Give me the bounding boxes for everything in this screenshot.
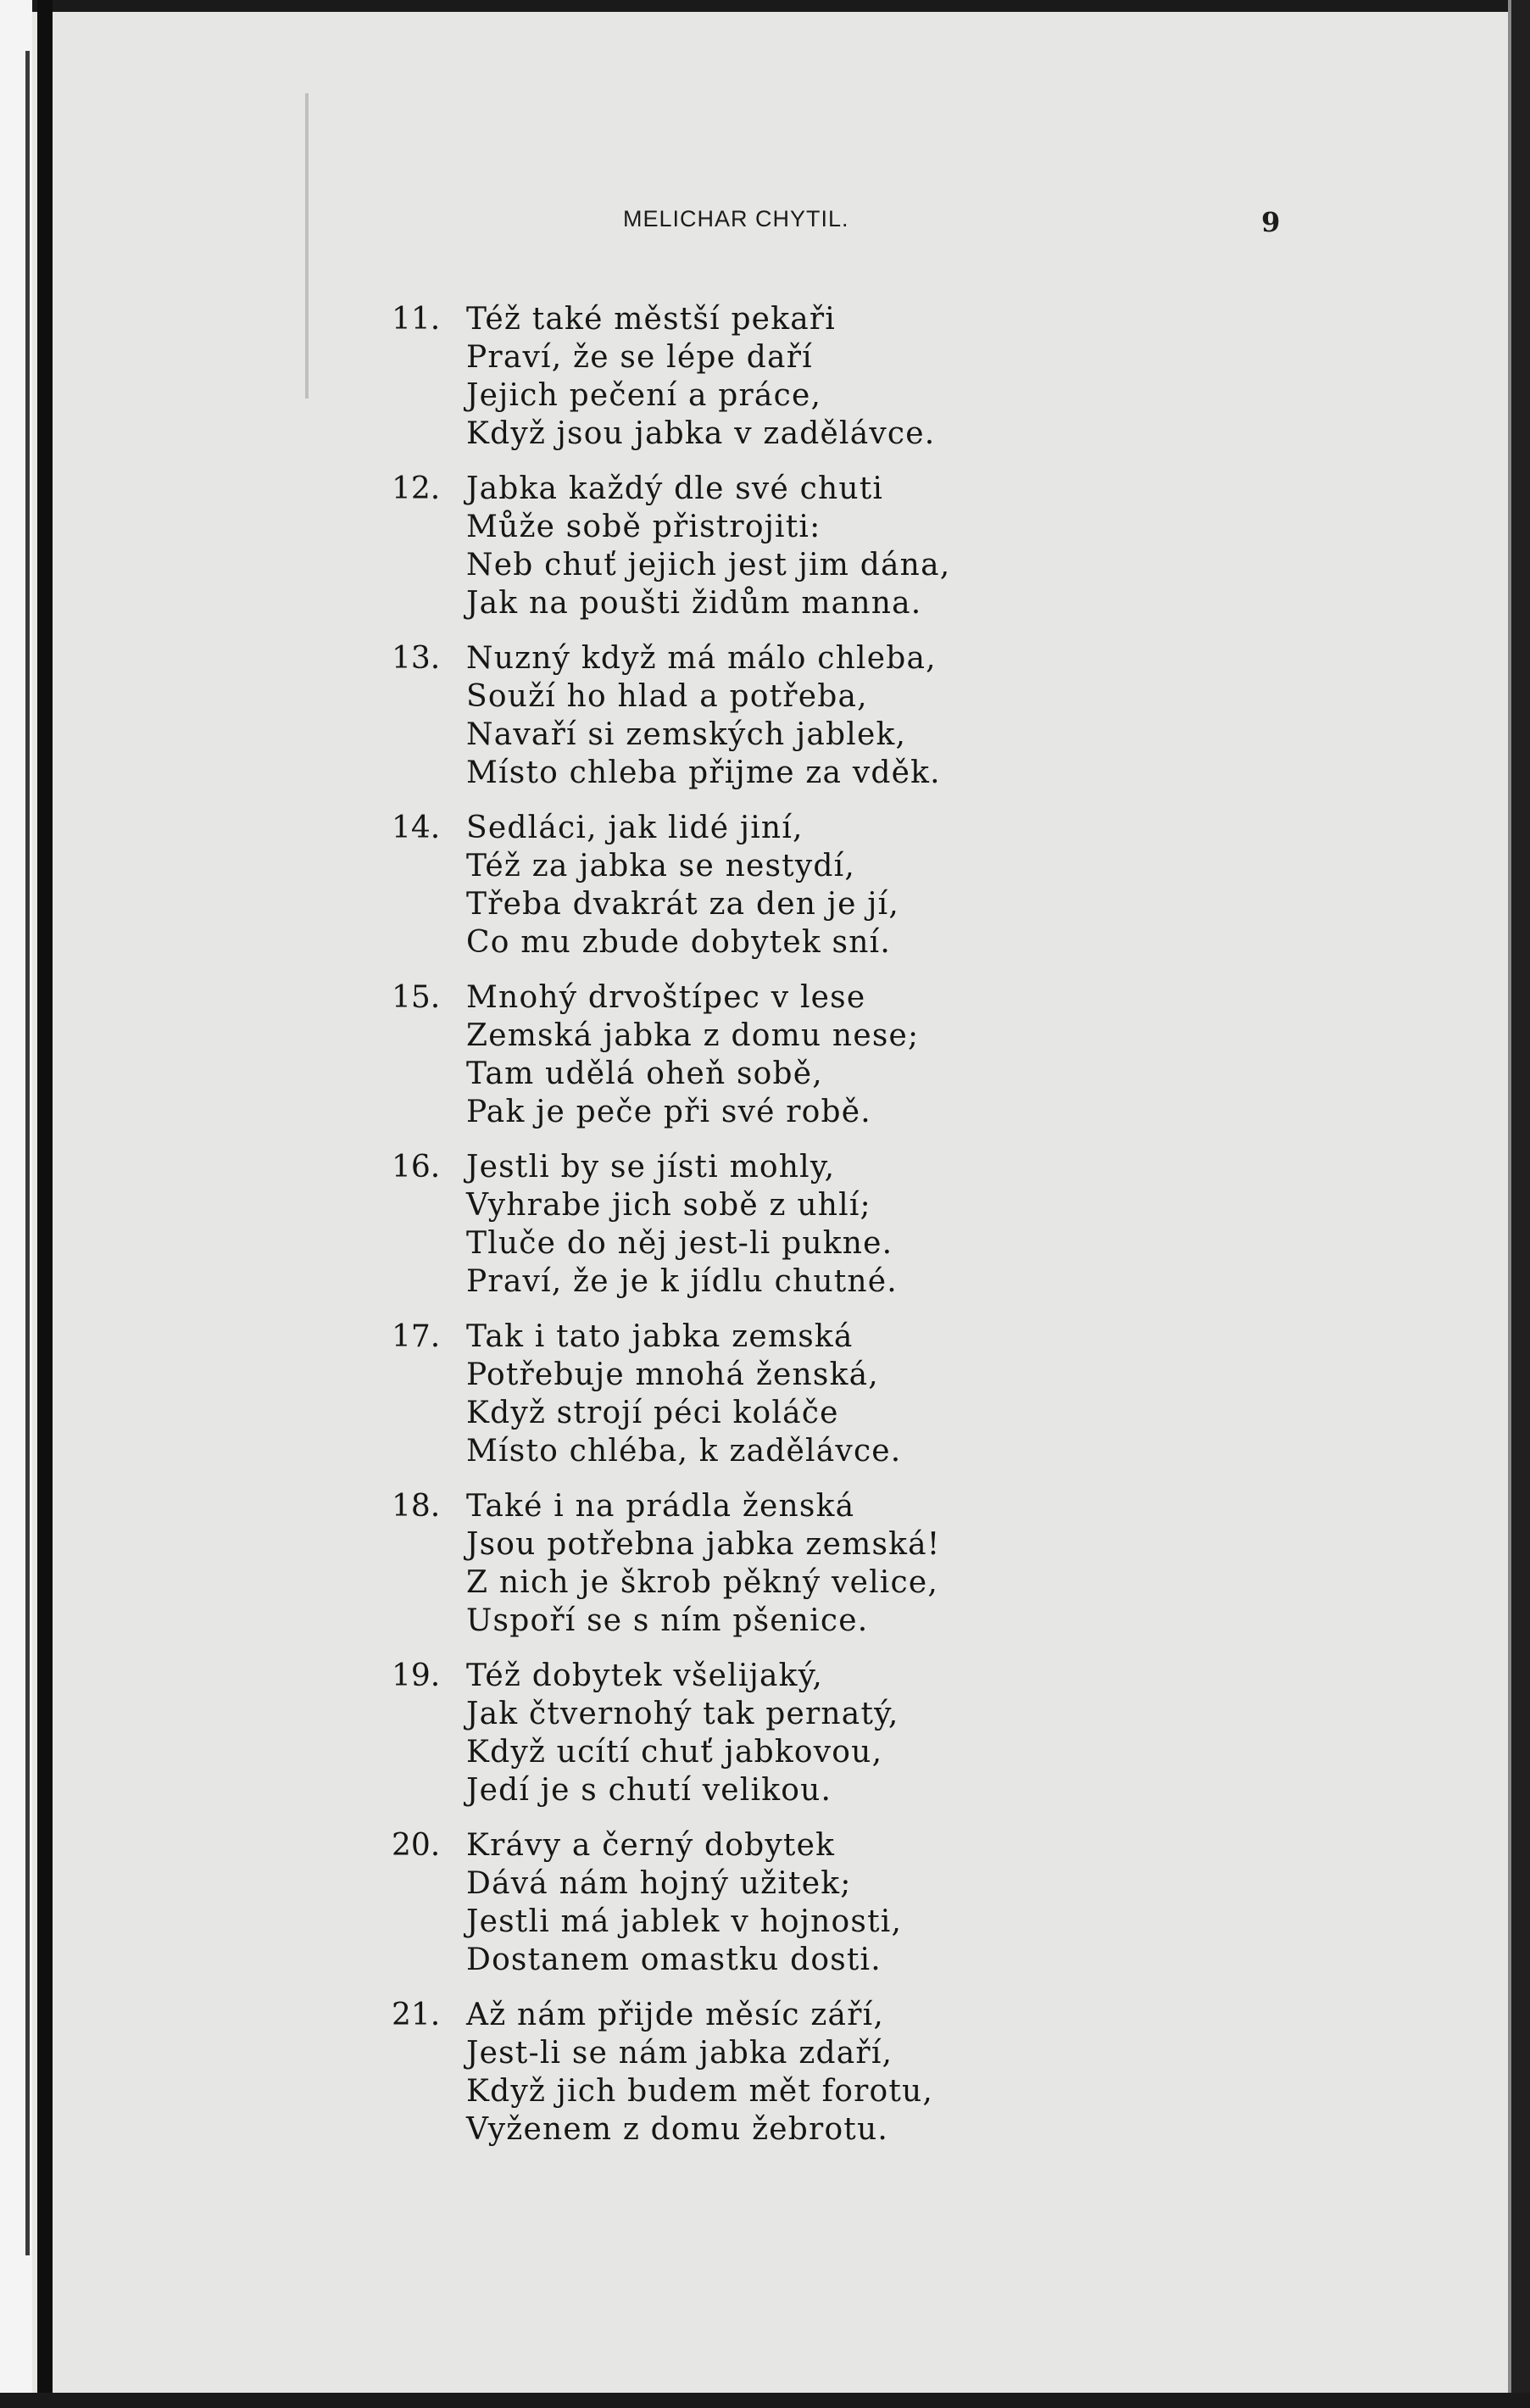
verse-line: Souží ho hlad a potřeba,	[466, 679, 868, 714]
stanza-lines	[466, 1996, 933, 2149]
stanza-number: 13.	[392, 641, 441, 676]
stanza-lines	[466, 978, 919, 1131]
stanza-number: 19.	[392, 1658, 441, 1693]
stanza-number: 21.	[392, 1998, 441, 2032]
verse-line: Třeba dvakrát za den je jí,	[466, 887, 899, 922]
verse-line: Dává nám hojný užitek;	[466, 1866, 852, 1901]
verse-line: Jak na poušti židům manna.	[466, 586, 922, 621]
stanza	[392, 1657, 1426, 1826]
verse-line: Jejich pečení a práce,	[466, 378, 822, 413]
verse-line: Jsou potřebna jabka zemská!	[466, 1527, 941, 1562]
binding-shadow	[25, 51, 30, 2255]
verse-line: Z nich je škrob pěkný velice,	[466, 1565, 939, 1600]
verse-line: Praví, že se lépe daří	[466, 340, 813, 375]
verse-line: Místo chléba, k zadělávce.	[466, 1434, 902, 1469]
verse-line: Jest-li se nám jabka zdaří,	[466, 2036, 893, 2071]
verse-line: Též za jabka se nestydí,	[466, 849, 855, 883]
stanza-lines	[466, 1657, 899, 1809]
stanza	[392, 1826, 1426, 1996]
verse-line: Tluče do něj jest-li pukne.	[466, 1226, 893, 1261]
verse-line: Praví, že je k jídlu chutné.	[466, 1264, 898, 1299]
verse-line: Vyženem z domu žebrotu.	[466, 2112, 889, 2147]
verse-line: Místo chleba přijme za vděk.	[466, 755, 941, 790]
stanza	[392, 1996, 1426, 2166]
verse-line: Též také městší pekaři	[466, 302, 836, 337]
verse-line: Když jich budem mět forotu,	[466, 2074, 934, 2109]
page-number: 9	[1261, 206, 1281, 238]
stanza-number: 18.	[392, 1489, 441, 1524]
book-spine	[37, 0, 53, 2408]
verse-line: Jestli má jablek v hojnosti,	[466, 1904, 903, 1939]
stanza	[392, 1318, 1426, 1487]
verse-line: Může sobě přistrojiti:	[466, 510, 821, 544]
stanza-lines	[466, 1148, 898, 1301]
stanza	[392, 639, 1426, 809]
verse-line: Když jsou jabka v zadělávce.	[466, 416, 936, 451]
verse-line: Dostanem omastku dosti.	[466, 1943, 882, 1977]
stanza	[392, 470, 1426, 639]
stanza	[392, 809, 1426, 978]
stanza-lines	[466, 809, 899, 962]
scan-edge-bottom	[0, 2393, 1530, 2408]
stanza-number: 14.	[392, 811, 441, 845]
stanza-number: 20.	[392, 1828, 441, 1863]
verse-line: Neb chuť jejich jest jim dána,	[466, 548, 951, 582]
verse-line: Jedí je s chutí velikou.	[466, 1773, 832, 1808]
stanza-lines	[466, 1318, 901, 1470]
stanza	[392, 300, 1426, 470]
stanza-lines	[466, 1487, 940, 1640]
verse-line: Také i na prádla ženská	[466, 1489, 855, 1524]
stanza	[392, 1487, 1426, 1657]
verse-line: Jak čtvernohý tak pernatý,	[466, 1697, 899, 1731]
verse-line: Krávy a černý dobytek	[466, 1828, 836, 1863]
verse-line: Tak i tato jabka zemská	[466, 1319, 854, 1354]
page-crease	[305, 93, 309, 399]
stanza-lines	[466, 300, 935, 453]
verse-line: Též dobytek všelijaký,	[466, 1658, 824, 1693]
verse-line: Až nám přijde měsíc září,	[466, 1998, 884, 2032]
stanza-number: 16.	[392, 1150, 441, 1184]
verse-line: Potřebuje mnohá ženská,	[466, 1357, 879, 1392]
verse-line: Navaří si zemských jablek,	[466, 717, 907, 752]
verse-line: Nuzný když má málo chleba,	[466, 641, 937, 676]
verse-line: Sedláci, jak lidé jiní,	[466, 811, 804, 845]
verse-line: Pak je peče při své robě.	[466, 1095, 871, 1129]
verse-line: Když strojí péci koláče	[466, 1396, 839, 1430]
stanza-lines	[466, 1826, 902, 1979]
verse-line: Zemská jabka z domu nese;	[466, 1018, 920, 1053]
scan-edge-right	[1511, 0, 1530, 2408]
verse-line: Jabka každý dle své chuti	[466, 471, 884, 506]
stanza-number: 12.	[392, 471, 441, 506]
verse-line: Mnohý drvoštípec v lese	[466, 980, 866, 1015]
stanza-number: 15.	[392, 980, 441, 1015]
stanza-number: 17.	[392, 1319, 441, 1354]
verse-line: Uspoří se s ním pšenice.	[466, 1603, 869, 1638]
verse-line: Tam udělá oheň sobě,	[466, 1056, 823, 1091]
stanza	[392, 1148, 1426, 1318]
page-header	[0, 206, 1530, 240]
scan-edge-top	[0, 0, 1530, 12]
stanza-number: 11.	[392, 302, 441, 337]
poem	[392, 300, 1426, 2166]
verse-line: Vyhrabe jich sobě z uhlí;	[466, 1188, 871, 1223]
verse-line: Jestli by se jísti mohly,	[466, 1150, 836, 1184]
stanza-lines	[466, 470, 950, 622]
stanza	[392, 978, 1426, 1148]
running-title: MELICHAR CHYTIL.	[623, 206, 849, 231]
verse-line: Co mu zbude dobytek sní.	[466, 925, 891, 960]
stanza-lines	[466, 639, 941, 792]
verse-line: Když ucítí chuť jabkovou,	[466, 1735, 883, 1770]
